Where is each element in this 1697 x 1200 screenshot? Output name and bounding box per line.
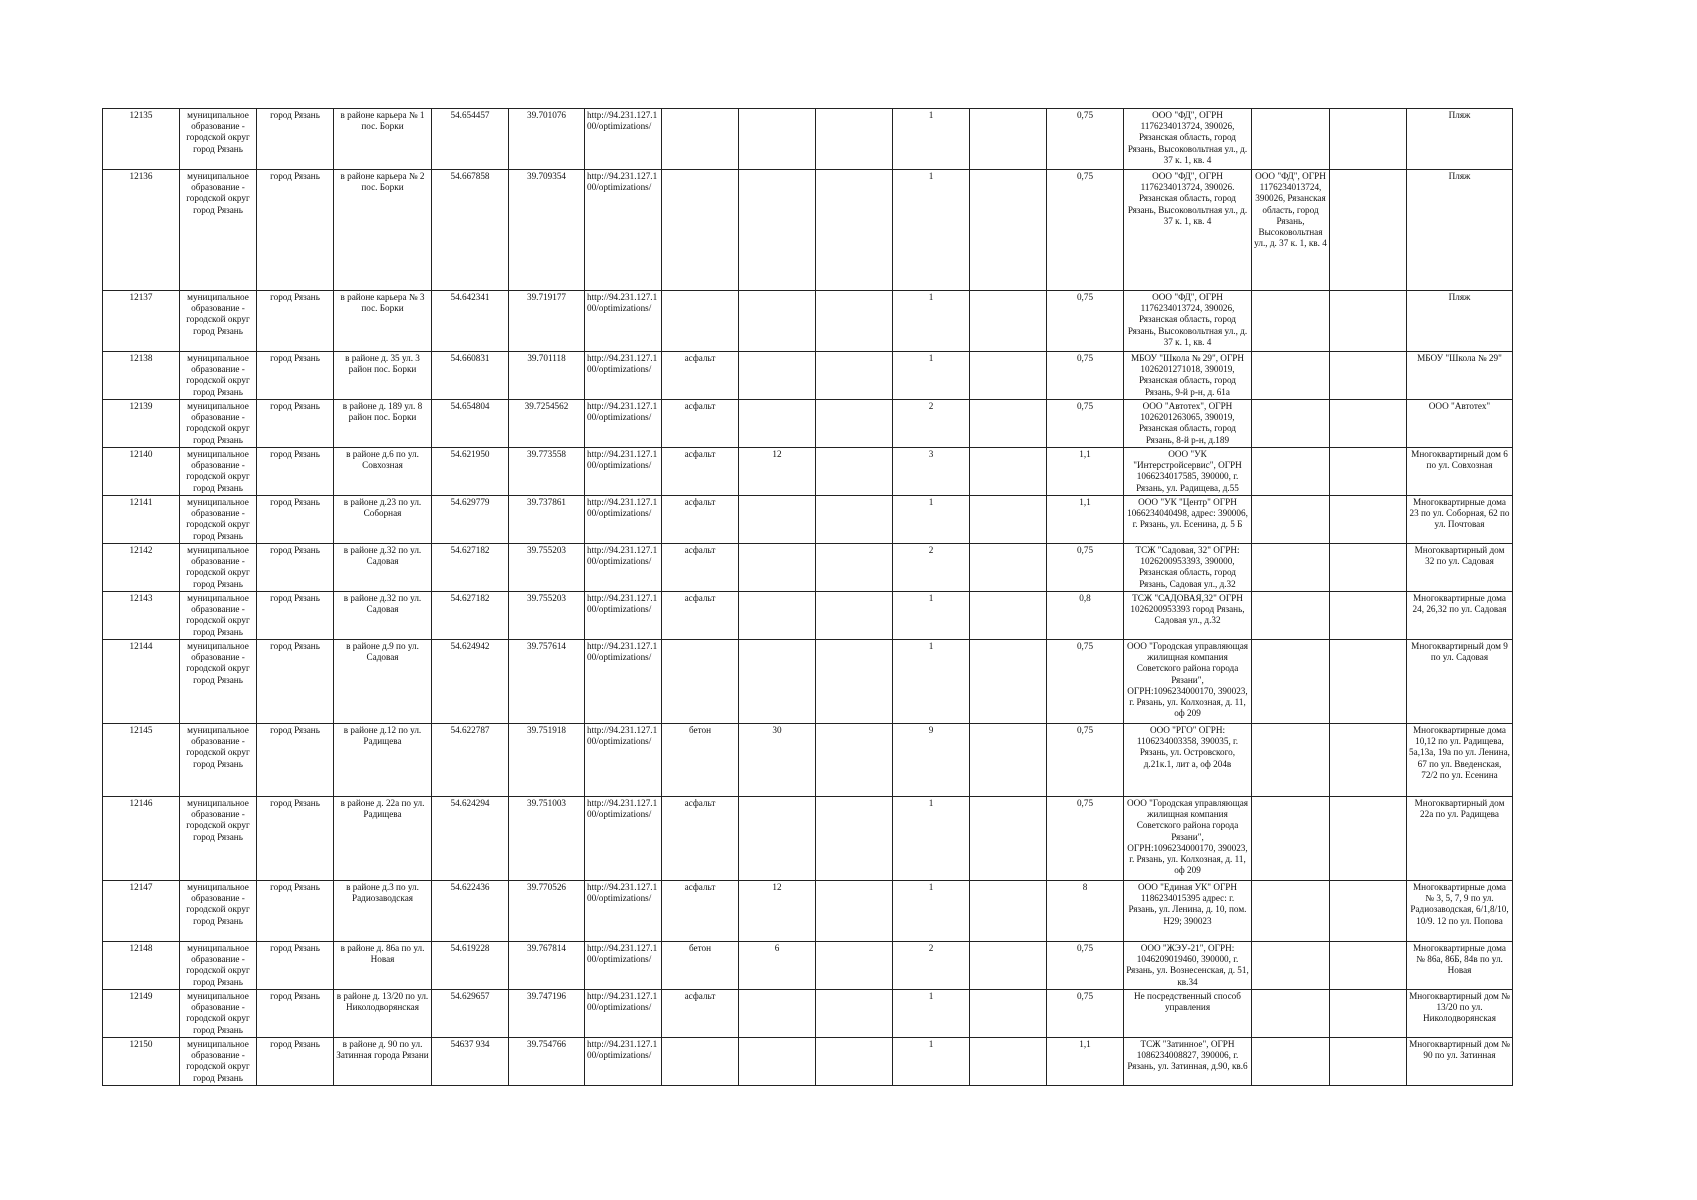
cell-surface — [662, 640, 739, 724]
cell-c9 — [816, 724, 893, 797]
cell-c15 — [1330, 1038, 1407, 1086]
cell-c15 — [1330, 448, 1407, 496]
cell-owner: ООО "ЖЭУ-21", ОГРН: 1046209019460, 390000, г. Рязань, ул. Вознесенская, д. 51, кв.34 — [1124, 942, 1252, 990]
cell-lon: 39.755203 — [509, 592, 585, 640]
cell-addr: в районе д. 189 ул. 8 район пос. Борки — [334, 400, 432, 448]
cell-source: Пляж — [1407, 109, 1513, 170]
cell-city: город Рязань — [257, 496, 334, 544]
cell-owner: ООО "УК "Интерстройсервис", ОГРН 1066234017585, 390000, г. Рязань, ул. Радищева, д.55 — [1124, 448, 1252, 496]
cell-lat: 54.619228 — [432, 942, 509, 990]
cell-addr: в районе карьера № 1 пос. Борки — [334, 109, 432, 170]
cell-owner: ООО "Единая УК" ОГРН 1186234015395 адрес: г. Рязань, ул. Ленина, д. 10, пом. Н29; 390023 — [1124, 881, 1252, 942]
cell-area: 6 — [739, 942, 816, 990]
cell-area — [739, 797, 816, 881]
cell-vol: 0,8 — [1047, 592, 1124, 640]
cell-c11 — [970, 448, 1047, 496]
cell-c11 — [970, 352, 1047, 400]
cell-owner: ООО "РГО" ОГРН: 1106234003358, 390035, г. Рязань, ул. Островского, д.21к.1, лит а, оф 204в — [1124, 724, 1252, 797]
cell-surface: асфальт — [662, 990, 739, 1038]
cell-mo: муниципальное образование - городской округ город Рязань — [180, 448, 257, 496]
cell-c11 — [970, 291, 1047, 352]
cell-city: город Рязань — [257, 881, 334, 942]
table-row — [103, 400, 1513, 448]
cell-owner: ТСЖ "САДОВАЯ,32" ОГРН 1026200953393 город Рязань, Садовая ул., д.32 — [1124, 592, 1252, 640]
cell-c10: 1 — [893, 109, 970, 170]
cell-c11 — [970, 881, 1047, 942]
cell-c10: 2 — [893, 400, 970, 448]
cell-c10: 1 — [893, 592, 970, 640]
cell-id: 12144 — [103, 640, 180, 724]
cell-mo: муниципальное образование - городской округ город Рязань — [180, 1038, 257, 1086]
cell-url: http://94.231.127.100/optimizations/ — [585, 544, 662, 592]
cell-c9 — [816, 640, 893, 724]
cell-lat: 54.642341 — [432, 291, 509, 352]
cell-city: город Рязань — [257, 109, 334, 170]
table-row — [103, 797, 1513, 881]
cell-mo: муниципальное образование - городской округ город Рязань — [180, 109, 257, 170]
cell-holder — [1252, 592, 1330, 640]
cell-c11 — [970, 724, 1047, 797]
cell-holder — [1252, 797, 1330, 881]
cell-holder — [1252, 448, 1330, 496]
cell-id: 12148 — [103, 942, 180, 990]
cell-lat: 54.627182 — [432, 544, 509, 592]
cell-lat: 54.621950 — [432, 448, 509, 496]
cell-lat: 54.624942 — [432, 640, 509, 724]
table-row — [103, 592, 1513, 640]
cell-id: 12141 — [103, 496, 180, 544]
cell-addr: в районе д. 35 ул. 3 район пос. Борки — [334, 352, 432, 400]
cell-c11 — [970, 592, 1047, 640]
table-row — [103, 291, 1513, 352]
cell-lat: 54.622436 — [432, 881, 509, 942]
cell-surface — [662, 109, 739, 170]
cell-holder — [1252, 640, 1330, 724]
cell-c15 — [1330, 496, 1407, 544]
cell-holder — [1252, 881, 1330, 942]
cell-c15 — [1330, 592, 1407, 640]
cell-area — [739, 496, 816, 544]
cell-addr: в районе д.12 по ул. Радищева — [334, 724, 432, 797]
cell-addr: в районе д. 22а по ул. Радищева — [334, 797, 432, 881]
cell-source: Многоквартирные дома 10,12 по ул. Радищева, 5а,13а, 19а по ул. Ленина, 67 по ул. Введенская, 72/2 по ул. Есенина — [1407, 724, 1513, 797]
cell-url: http://94.231.127.100/optimizations/ — [585, 352, 662, 400]
cell-id: 12143 — [103, 592, 180, 640]
cell-url: http://94.231.127.100/optimizations/ — [585, 881, 662, 942]
cell-surface: асфальт — [662, 592, 739, 640]
cell-lon: 39.709354 — [509, 170, 585, 291]
cell-mo: муниципальное образование - городской округ город Рязань — [180, 544, 257, 592]
cell-c9 — [816, 592, 893, 640]
cell-surface — [662, 291, 739, 352]
cell-url: http://94.231.127.100/optimizations/ — [585, 640, 662, 724]
cell-lon: 39.701118 — [509, 352, 585, 400]
cell-city: город Рязань — [257, 1038, 334, 1086]
cell-c15 — [1330, 109, 1407, 170]
cell-c11 — [970, 109, 1047, 170]
table-row — [103, 724, 1513, 797]
cell-owner: ООО "УК "Центр" ОГРН 1066234040498, адрес: 390006, г. Рязань, ул. Есенина, д. 5 Б — [1124, 496, 1252, 544]
cell-area — [739, 1038, 816, 1086]
cell-lon: 39.757614 — [509, 640, 585, 724]
cell-holder — [1252, 1038, 1330, 1086]
cell-source: Пляж — [1407, 291, 1513, 352]
cell-c9 — [816, 797, 893, 881]
cell-vol: 0,75 — [1047, 797, 1124, 881]
cell-id: 12138 — [103, 352, 180, 400]
cell-surface: асфальт — [662, 797, 739, 881]
cell-c10: 1 — [893, 640, 970, 724]
cell-url: http://94.231.127.100/optimizations/ — [585, 400, 662, 448]
cell-c10: 1 — [893, 797, 970, 881]
cell-area — [739, 291, 816, 352]
cell-url: http://94.231.127.100/optimizations/ — [585, 1038, 662, 1086]
cell-vol: 0,75 — [1047, 352, 1124, 400]
cell-c11 — [970, 400, 1047, 448]
cell-owner: ООО "ФД", ОГРН 1176234013724, 390026. Рязанская область, город Рязань, Высоковольтная ул., д. 37 к. 1, кв. 4 — [1124, 170, 1252, 291]
cell-vol: 0,75 — [1047, 109, 1124, 170]
cell-area — [739, 400, 816, 448]
cell-lat: 54.629657 — [432, 990, 509, 1038]
cell-addr: в районе д.32 по ул. Садовая — [334, 544, 432, 592]
cell-holder — [1252, 942, 1330, 990]
cell-mo: муниципальное образование - городской округ город Рязань — [180, 724, 257, 797]
cell-id: 12142 — [103, 544, 180, 592]
cell-lat: 54.624294 — [432, 797, 509, 881]
cell-c10: 1 — [893, 352, 970, 400]
cell-id: 12139 — [103, 400, 180, 448]
cell-vol: 0,75 — [1047, 990, 1124, 1038]
cell-lat: 54.629779 — [432, 496, 509, 544]
cell-c15 — [1330, 797, 1407, 881]
cell-vol: 1,1 — [1047, 1038, 1124, 1086]
table-row — [103, 109, 1513, 170]
cell-c10: 1 — [893, 1038, 970, 1086]
table-row — [103, 990, 1513, 1038]
cell-c15 — [1330, 170, 1407, 291]
cell-surface: бетон — [662, 942, 739, 990]
table-row — [103, 544, 1513, 592]
cell-city: город Рязань — [257, 170, 334, 291]
cell-holder — [1252, 109, 1330, 170]
cell-city: город Рязань — [257, 942, 334, 990]
cell-owner: ООО "Городская управляющая жилищная компания Советского района города Рязани", ОГРН:1096234000170, 390023, г. Рязань, ул. Колхозная, д. 11, оф 209 — [1124, 797, 1252, 881]
cell-vol: 0,75 — [1047, 640, 1124, 724]
cell-lon: 39.773558 — [509, 448, 585, 496]
table-row — [103, 496, 1513, 544]
cell-mo: муниципальное образование - городской округ город Рязань — [180, 942, 257, 990]
cell-c15 — [1330, 990, 1407, 1038]
cell-id: 12146 — [103, 797, 180, 881]
table-row — [103, 170, 1513, 291]
cell-c15 — [1330, 942, 1407, 990]
cell-addr: в районе д. 13/20 по ул. Николодворянская — [334, 990, 432, 1038]
cell-vol: 0,75 — [1047, 942, 1124, 990]
cell-id: 12140 — [103, 448, 180, 496]
cell-url: http://94.231.127.100/optimizations/ — [585, 291, 662, 352]
cell-c9 — [816, 496, 893, 544]
cell-holder: ООО "ФД", ОГРН 1176234013724, 390026, Рязанская область, город Рязань, Высоковольтная ул., д. 37 к. 1, кв. 4 — [1252, 170, 1330, 291]
cell-mo: муниципальное образование - городской округ город Рязань — [180, 592, 257, 640]
cell-lat: 54.660831 — [432, 352, 509, 400]
cell-c10: 1 — [893, 496, 970, 544]
cell-holder — [1252, 352, 1330, 400]
cell-source: Многоквартирный дом № 13/20 по ул. Николодворянская — [1407, 990, 1513, 1038]
cell-area — [739, 990, 816, 1038]
cell-c11 — [970, 1038, 1047, 1086]
cell-mo: муниципальное образование - городской округ город Рязань — [180, 291, 257, 352]
cell-source: Многоквартирные дома № 86а, 86Б, 84в по ул. Новая — [1407, 942, 1513, 990]
cell-city: город Рязань — [257, 640, 334, 724]
table-row — [103, 448, 1513, 496]
cell-c15 — [1330, 400, 1407, 448]
cell-c9 — [816, 400, 893, 448]
cell-owner: ООО "Городская управляющая жилищная компания Советского района города Рязани", ОГРН:1096234000170, 390023, г. Рязань, ул. Колхозная, д. 11, оф 209 — [1124, 640, 1252, 724]
cell-c10: 3 — [893, 448, 970, 496]
cell-mo: муниципальное образование - городской округ город Рязань — [180, 640, 257, 724]
cell-lon: 39.701076 — [509, 109, 585, 170]
cell-lon: 39.751003 — [509, 797, 585, 881]
cell-id: 12136 — [103, 170, 180, 291]
cell-surface: асфальт — [662, 448, 739, 496]
cell-lat: 54.654457 — [432, 109, 509, 170]
cell-source: Многоквартирный дом 6 по ул. Совхозная — [1407, 448, 1513, 496]
cell-vol: 1,1 — [1047, 496, 1124, 544]
table-row — [103, 881, 1513, 942]
cell-addr: в районе д.23 по ул. Соборная — [334, 496, 432, 544]
cell-c11 — [970, 170, 1047, 291]
cell-c9 — [816, 291, 893, 352]
cell-lon: 39.751918 — [509, 724, 585, 797]
cell-url: http://94.231.127.100/optimizations/ — [585, 496, 662, 544]
cell-c15 — [1330, 724, 1407, 797]
cell-id: 12145 — [103, 724, 180, 797]
cell-vol: 0,75 — [1047, 544, 1124, 592]
cell-owner: ООО "ФД", ОГРН 1176234013724, 390026, Рязанская область, город Рязань, Высоковольтная ул., д. 37 к. 1, кв. 4 — [1124, 291, 1252, 352]
cell-area — [739, 640, 816, 724]
cell-area: 12 — [739, 448, 816, 496]
cell-source: Многоквартирный дом 22а по ул. Радищева — [1407, 797, 1513, 881]
cell-surface: бетон — [662, 724, 739, 797]
cell-city: город Рязань — [257, 592, 334, 640]
cell-city: город Рязань — [257, 400, 334, 448]
cell-c10: 1 — [893, 881, 970, 942]
cell-c9 — [816, 1038, 893, 1086]
cell-id: 12137 — [103, 291, 180, 352]
cell-addr: в районе карьера № 3 пос. Борки — [334, 291, 432, 352]
cell-lon: 39.770526 — [509, 881, 585, 942]
cell-c9 — [816, 881, 893, 942]
cell-surface — [662, 1038, 739, 1086]
cell-lon: 39.7254562 — [509, 400, 585, 448]
cell-city: город Рязань — [257, 448, 334, 496]
cell-area — [739, 109, 816, 170]
cell-surface: асфальт — [662, 496, 739, 544]
table-row — [103, 942, 1513, 990]
cell-c11 — [970, 640, 1047, 724]
cell-c11 — [970, 496, 1047, 544]
cell-mo: муниципальное образование - городской округ город Рязань — [180, 496, 257, 544]
cell-url: http://94.231.127.100/optimizations/ — [585, 797, 662, 881]
cell-c10: 9 — [893, 724, 970, 797]
cell-area — [739, 592, 816, 640]
cell-mo: муниципальное образование - городской округ город Рязань — [180, 990, 257, 1038]
cell-addr: в районе д. 90 по ул. Затинная города Рязани — [334, 1038, 432, 1086]
cell-vol: 0,75 — [1047, 724, 1124, 797]
cell-mo: муниципальное образование - городской округ город Рязань — [180, 881, 257, 942]
cell-id: 12147 — [103, 881, 180, 942]
cell-holder — [1252, 496, 1330, 544]
cell-owner: ООО "Автотех", ОГРН 1026201263065, 390019, Рязанская область, город Рязань, 8-й р-н, д.189 — [1124, 400, 1252, 448]
cell-url: http://94.231.127.100/optimizations/ — [585, 592, 662, 640]
cell-owner: ТСЖ "Садовая, 32" ОГРН: 1026200953393, 390000, Рязанская область, город Рязань, Садовая ул., д.32 — [1124, 544, 1252, 592]
cell-surface: асфальт — [662, 881, 739, 942]
cell-city: город Рязань — [257, 544, 334, 592]
cell-source: Многоквартирный дом 9 по ул. Садовая — [1407, 640, 1513, 724]
cell-vol: 0,75 — [1047, 400, 1124, 448]
cell-city: город Рязань — [257, 291, 334, 352]
cell-owner: Не посредственный способ управления — [1124, 990, 1252, 1038]
cell-id: 12150 — [103, 1038, 180, 1086]
cell-lat: 54.667858 — [432, 170, 509, 291]
cell-c9 — [816, 352, 893, 400]
cell-c11 — [970, 797, 1047, 881]
cell-c15 — [1330, 640, 1407, 724]
cell-holder — [1252, 990, 1330, 1038]
cell-c15 — [1330, 881, 1407, 942]
cell-c10: 2 — [893, 942, 970, 990]
cell-c10: 1 — [893, 291, 970, 352]
cell-c10: 1 — [893, 170, 970, 291]
cell-area — [739, 170, 816, 291]
cell-url: http://94.231.127.100/optimizations/ — [585, 990, 662, 1038]
cell-c9 — [816, 942, 893, 990]
registry-table — [102, 108, 1513, 1086]
cell-city: город Рязань — [257, 797, 334, 881]
cell-vol: 1,1 — [1047, 448, 1124, 496]
cell-area: 12 — [739, 881, 816, 942]
cell-lon: 39.737861 — [509, 496, 585, 544]
cell-c9 — [816, 170, 893, 291]
cell-mo: муниципальное образование - городской округ город Рязань — [180, 352, 257, 400]
cell-source: Многоквартирный дом 32 по ул. Садовая — [1407, 544, 1513, 592]
cell-surface: асфальт — [662, 544, 739, 592]
cell-lon: 39.755203 — [509, 544, 585, 592]
cell-addr: в районе д.32 по ул. Садовая — [334, 592, 432, 640]
cell-mo: муниципальное образование - городской округ город Рязань — [180, 170, 257, 291]
cell-addr: в районе д.9 по ул. Садовая — [334, 640, 432, 724]
cell-city: город Рязань — [257, 724, 334, 797]
cell-mo: муниципальное образование - городской округ город Рязань — [180, 797, 257, 881]
cell-lon: 39.719177 — [509, 291, 585, 352]
cell-c9 — [816, 109, 893, 170]
cell-c15 — [1330, 544, 1407, 592]
cell-addr: в районе карьера № 2 пос. Борки — [334, 170, 432, 291]
cell-holder — [1252, 291, 1330, 352]
cell-c11 — [970, 990, 1047, 1038]
cell-id: 12135 — [103, 109, 180, 170]
cell-addr: в районе д. 86а по ул. Новая — [334, 942, 432, 990]
cell-url: http://94.231.127.100/optimizations/ — [585, 448, 662, 496]
cell-surface — [662, 170, 739, 291]
cell-lat: 54.654804 — [432, 400, 509, 448]
cell-url: http://94.231.127.100/optimizations/ — [585, 942, 662, 990]
cell-lon: 39.747196 — [509, 990, 585, 1038]
cell-area: 30 — [739, 724, 816, 797]
cell-holder — [1252, 400, 1330, 448]
cell-c15 — [1330, 352, 1407, 400]
cell-url: http://94.231.127.100/optimizations/ — [585, 109, 662, 170]
cell-source: МБОУ "Школа № 29" — [1407, 352, 1513, 400]
cell-city: город Рязань — [257, 990, 334, 1038]
cell-vol: 0,75 — [1047, 291, 1124, 352]
cell-c15 — [1330, 291, 1407, 352]
cell-source: Пляж — [1407, 170, 1513, 291]
cell-source: Многоквартирные дома 23 по ул. Соборная, 62 по ул. Почтовая — [1407, 496, 1513, 544]
cell-c9 — [816, 990, 893, 1038]
cell-url: http://94.231.127.100/optimizations/ — [585, 724, 662, 797]
cell-owner: ТСЖ "Затинное", ОГРН 1086234008827, 390006, г. Рязань, ул. Затинная, д.90, кв.6 — [1124, 1038, 1252, 1086]
cell-c10: 2 — [893, 544, 970, 592]
table-row — [103, 352, 1513, 400]
cell-holder — [1252, 544, 1330, 592]
cell-lat: 54.627182 — [432, 592, 509, 640]
cell-source: Многоквартирный дом № 90 по ул. Затинная — [1407, 1038, 1513, 1086]
cell-addr: в районе д.6 по ул. Совхозная — [334, 448, 432, 496]
cell-id: 12149 — [103, 990, 180, 1038]
cell-source: Многоквартирные дома 24, 26,32 по ул. Садовая — [1407, 592, 1513, 640]
cell-holder — [1252, 724, 1330, 797]
cell-area — [739, 352, 816, 400]
cell-owner: ООО "ФД", ОГРН 1176234013724, 390026, Рязанская область, город Рязань, Высоковольтная ул., д. 37 к. 1, кв. 4 — [1124, 109, 1252, 170]
cell-source: Многоквартирные дома № 3, 5, 7, 9 по ул. Радиозаводская, 6/1,8/10, 10/9. 12 по ул. Попова — [1407, 881, 1513, 942]
cell-mo: муниципальное образование - городской округ город Рязань — [180, 400, 257, 448]
cell-c9 — [816, 544, 893, 592]
cell-lat: 54637 934 — [432, 1038, 509, 1086]
table-row — [103, 1038, 1513, 1086]
cell-vol: 8 — [1047, 881, 1124, 942]
cell-owner: МБОУ "Школа № 29", ОГРН 1026201271018, 390019, Рязанская область, город Рязань, 9-й р-н, д. 61а — [1124, 352, 1252, 400]
cell-lat: 54.622787 — [432, 724, 509, 797]
table-row — [103, 640, 1513, 724]
cell-surface: асфальт — [662, 400, 739, 448]
cell-url: http://94.231.127.100/optimizations/ — [585, 170, 662, 291]
cell-source: ООО "Автотех" — [1407, 400, 1513, 448]
cell-area — [739, 544, 816, 592]
cell-vol: 0,75 — [1047, 170, 1124, 291]
cell-addr: в районе д.3 по ул. Радиозаводская — [334, 881, 432, 942]
cell-c11 — [970, 942, 1047, 990]
cell-lon: 39.754766 — [509, 1038, 585, 1086]
cell-surface: асфальт — [662, 352, 739, 400]
cell-c11 — [970, 544, 1047, 592]
cell-c9 — [816, 448, 893, 496]
cell-c10: 1 — [893, 990, 970, 1038]
cell-lon: 39.767814 — [509, 942, 585, 990]
cell-city: город Рязань — [257, 352, 334, 400]
